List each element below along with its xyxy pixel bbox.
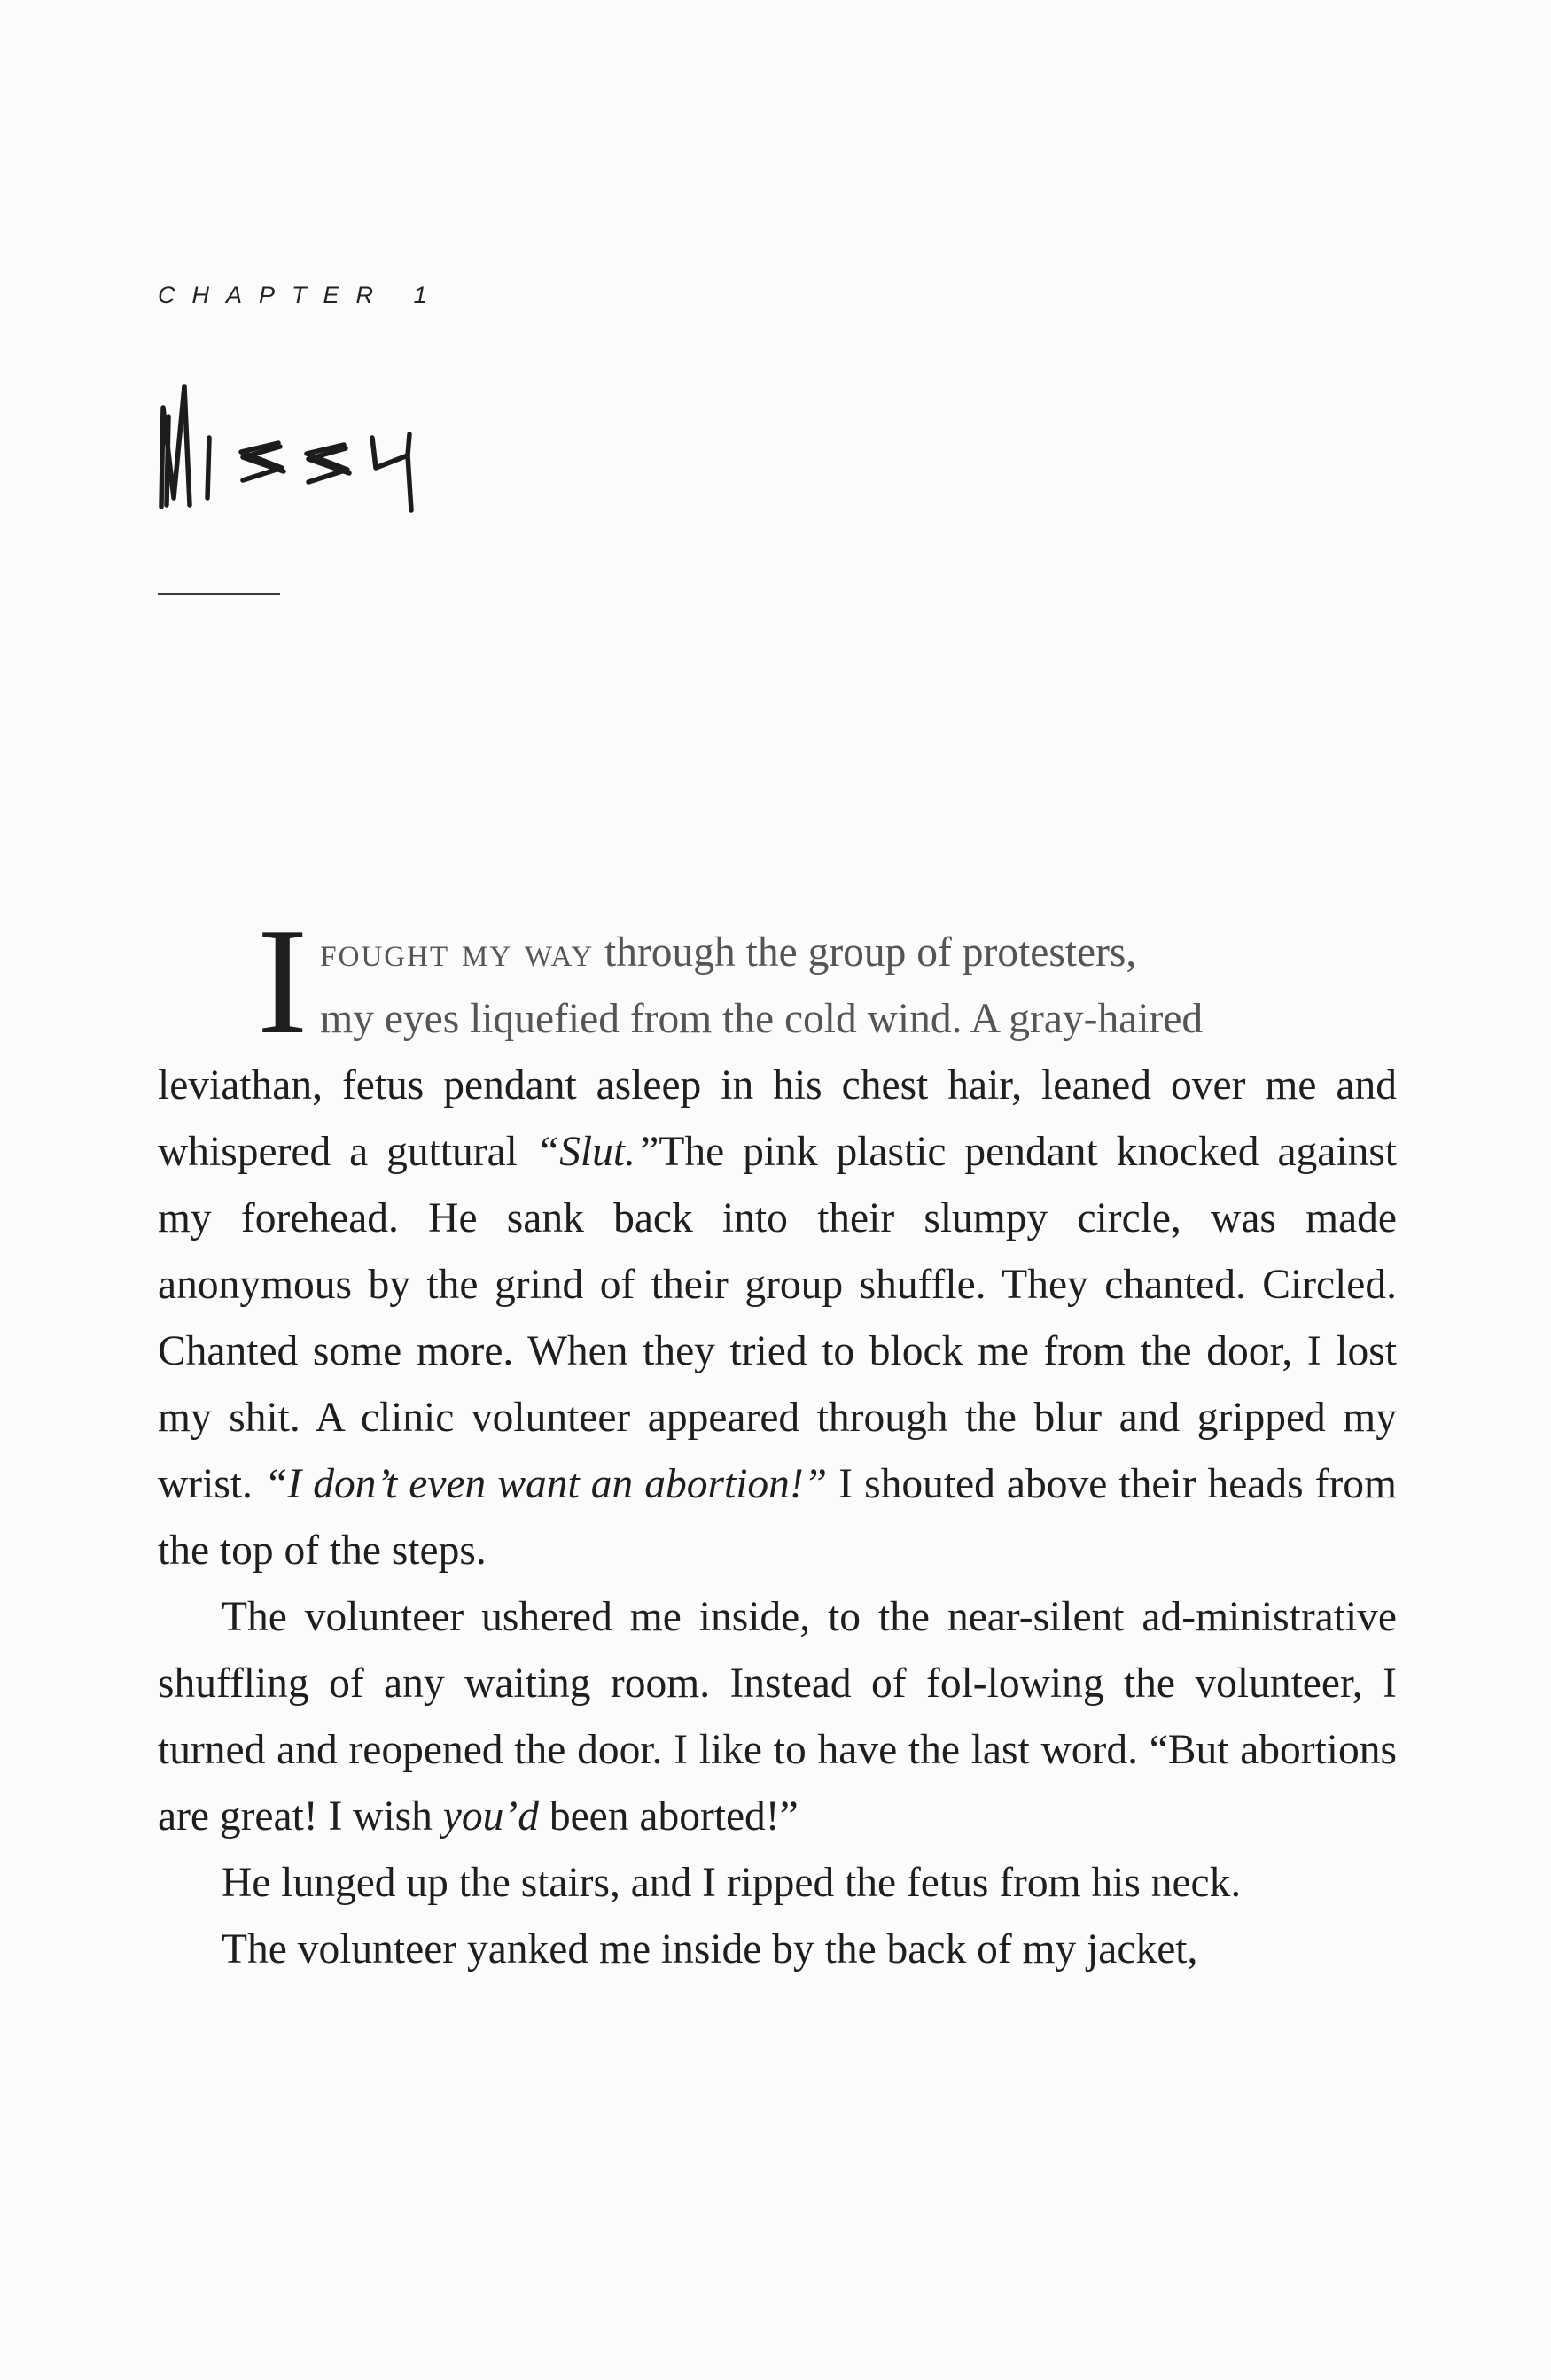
title-divider [158,593,280,595]
p1-text-3: I shouted above their heads from the top of the steps. [158,1461,1398,1574]
opening-line [320,929,1203,1042]
chapter-body [158,898,1398,1983]
p2-text-2: been aborted!” [538,1793,799,1839]
drop-cap: I [257,898,308,1066]
p1-italic-1: “Slut.” [535,1129,659,1175]
p1-text-1: leviathan, fetus pendant asleep in his chest hair, leaned over me and whispered a guttural [158,1062,1397,1175]
chapter-label: CHAPTER 1 [158,282,444,308]
paragraph-4: The volunteer yanked me inside by the back of my jacket, [222,1926,1198,1972]
paragraph-1 [158,898,1398,1584]
paragraph-2 [158,1584,1397,1850]
p1-text-2: The pink plastic pendant knocked against my forehead. He sank back into their slumpy circle, was made anonymous by the grind of their group shuffle. They chanted. Circled. Chanted some more. When they tried to block me from the door, I lost my shit. A clinic volunteer appeared through the blur and gripped my wrist. [158,1129,1398,1507]
p2-italic-1: you’d [442,1793,539,1839]
p1-italic-2: “I don’t even want an abortion!” [263,1461,828,1507]
chapter-title-handwritten [154,381,491,514]
p2-text-1: The volunteer ushered me inside, to the near-silent ad-ministrative shuffling of any waiting room. Instead of fol-lowing the volunteer, I turned and reopened the door. I like to have the last word. “But abortions are great! I wish [158,1594,1397,1839]
line-2: my eyes liquefied from the cold wind. A gray-haired [320,996,1204,1042]
small-caps-lead-in: fought my way [320,929,595,976]
chapter-title [154,381,491,514]
line-1-rest: through the group of protesters, [594,929,1137,976]
paragraph-3: He lunged up the stairs, and I ripped the fetus from his neck. [222,1860,1242,1906]
